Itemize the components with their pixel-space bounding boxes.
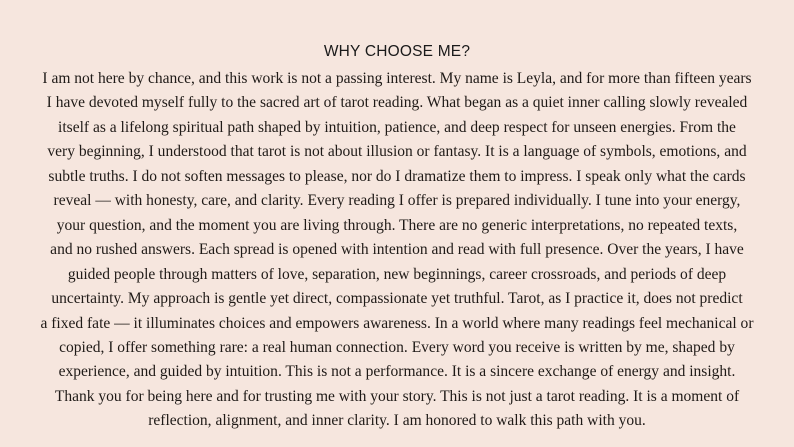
text-line: I am not here by chance, and this work is not a passing interest. My name is Leyla, and for more than fifteen years bbox=[42, 70, 752, 87]
text-line: I have devoted myself fully to the sacred art of tarot reading. What began as a quiet inner calling slowly revealed bbox=[46, 94, 748, 112]
text-line: itself as a lifelong spiritual path shaped by intuition, patience, and deep respect for unseen energies. From the bbox=[58, 118, 736, 136]
text-line: very beginning, I understood that tarot is not about illusion or fantasy. It is a language of symbols, emotions, and bbox=[47, 143, 747, 161]
text-line: a fixed fate — it illuminates choices and empowers awareness. In a world where many readings feel mechanical or bbox=[40, 314, 754, 332]
text-line: copied, I offer something rare: a real human connection. Every word you receive is written by me, shaped by bbox=[59, 338, 735, 356]
text-line: guided people through matters of love, separation, new beginnings, career crossroads, and periods of deep bbox=[67, 265, 727, 283]
text-line: your question, and the moment you are living through. There are no generic interpretations, no repeated texts, bbox=[56, 216, 738, 234]
text-line: reflection, alignment, and inner clarity. I am honored to walk this path with you. bbox=[148, 412, 646, 430]
text-line: reveal — with honesty, care, and clarity. Every reading I offer is prepared individually. I tune into your energy, bbox=[53, 192, 741, 210]
body-paragraph bbox=[0, 67, 794, 434]
text-line: uncertainty. My approach is gentle yet direct, compassionate yet truthful. Tarot, as I practice it, does not predict bbox=[51, 290, 743, 308]
text-line: subtle truths. I do not soften messages to please, nor do I dramatize them to impress. I speak only what the cards bbox=[48, 167, 746, 185]
text-line: Thank you for being here and for trusting me with your story. This is not just a tarot reading. It is a moment of bbox=[54, 387, 740, 405]
text-line: and no rushed answers. Each spread is opened with intention and read with full presence. Over the years, I have bbox=[50, 241, 744, 259]
text-line: experience, and guided by intuition. This is not a performance. It is a sincere exchange of energy and insight. bbox=[58, 363, 736, 381]
page-title: WHY CHOOSE ME? bbox=[323, 43, 471, 60]
